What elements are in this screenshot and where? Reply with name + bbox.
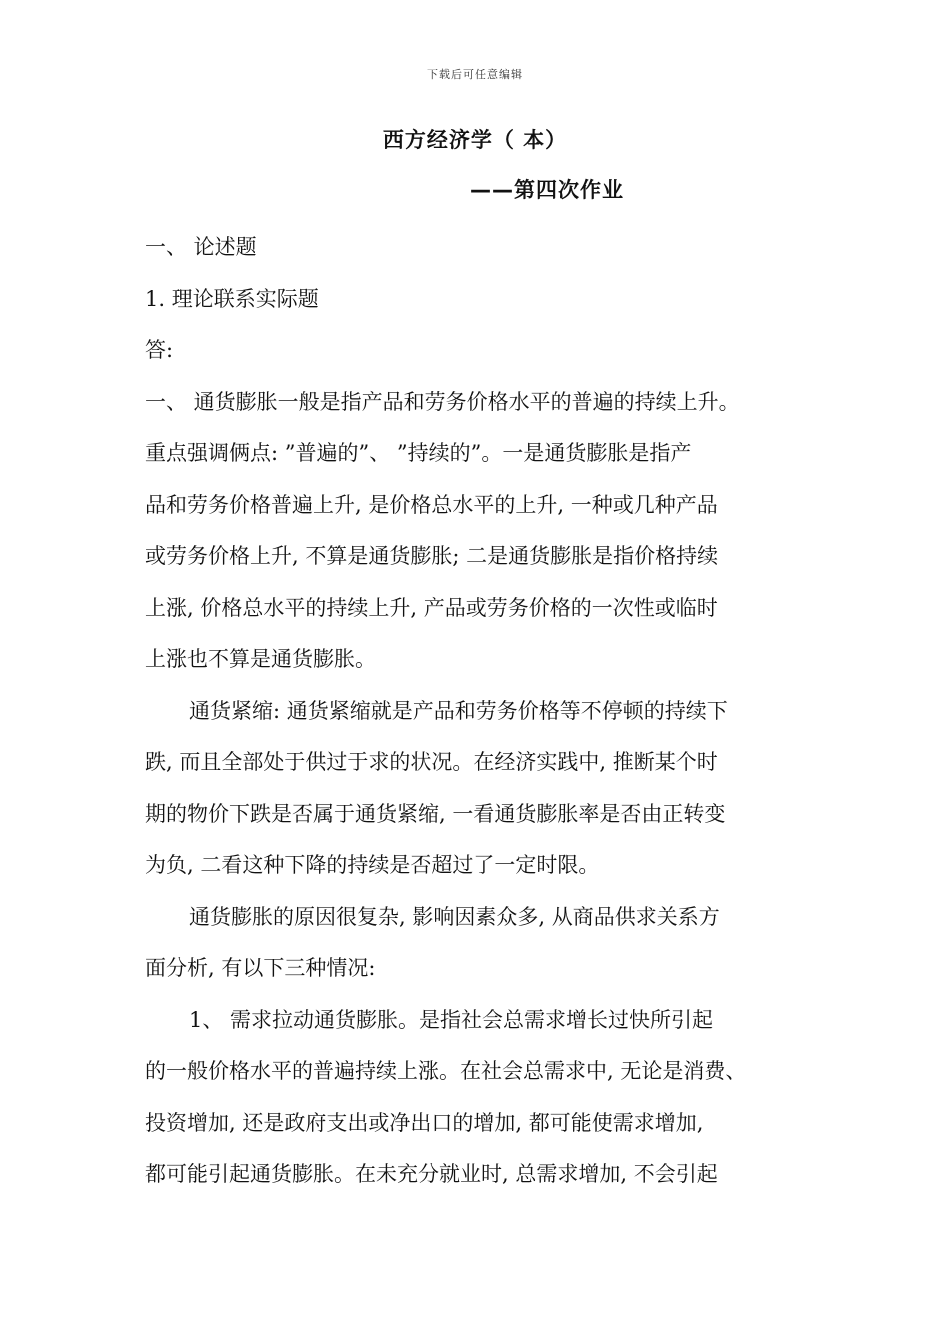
paragraph-line: 一、 通货膨胀一般是指产品和劳务价格水平的普遍的持续上升。 xyxy=(145,389,740,414)
paragraph-line: 重点强调俩点: ”普遍的”、 ”持续的”。一是通货膨胀是指产 xyxy=(145,441,692,465)
paragraph-line: 1、 需求拉动通货膨胀。是指社会总需求增长过快所引起 xyxy=(189,1007,714,1032)
question-heading: 1. 理论联系实际题 xyxy=(145,286,319,311)
paragraph-line: 通货膨胀的原因很复杂, 影响因素众多, 从商品供求关系方 xyxy=(189,904,720,929)
paragraph-line: 的一般价格水平的普遍持续上涨。在社会总需求中, 无论是消费、 xyxy=(145,1059,747,1083)
header-note: 下载后可任意编辑 xyxy=(427,68,523,81)
paragraph-line: 为负, 二看这种下降的持续是否超过了一定时限。 xyxy=(145,853,600,877)
paragraph-line: 投资增加, 还是政府支出或净出口的增加, 都可能使需求增加, xyxy=(145,1110,704,1135)
paragraph-line: 都可能引起通货膨胀。在未充分就业时, 总需求增加, 不会引起 xyxy=(145,1162,718,1186)
paragraph-line: 上涨也不算是通货膨胀。 xyxy=(145,647,376,671)
paragraph-line: 品和劳务价格普遍上升, 是价格总水平的上升, 一种或几种产品 xyxy=(145,492,718,517)
paragraph-line: 面分析, 有以下三种情况: xyxy=(145,956,376,980)
document-subtitle: ——第四次作业 xyxy=(470,178,624,202)
paragraph-line: 期的物价下跌是否属于通货紧缩, 一看通货膨胀率是否由正转变 xyxy=(145,801,726,826)
section-heading: 一、 论述题 xyxy=(145,235,257,259)
paragraph-line: 跌, 而且全部处于供过于求的状况。在经济实践中, 推断某个时 xyxy=(145,750,718,774)
answer-label: 答: xyxy=(145,338,174,362)
paragraph-line: 或劳务价格上升, 不算是通货膨胀; 二是通货膨胀是指价格持续 xyxy=(145,544,719,568)
paragraph-line: 上涨, 价格总水平的持续上升, 产品或劳务价格的一次性或临时 xyxy=(145,595,718,620)
document-body xyxy=(145,222,825,1201)
document-title: 西方经济学（ 本） xyxy=(382,128,568,152)
paragraph-line: 通货紧缩: 通货紧缩就是产品和劳务价格等不停顿的持续下 xyxy=(189,698,728,723)
